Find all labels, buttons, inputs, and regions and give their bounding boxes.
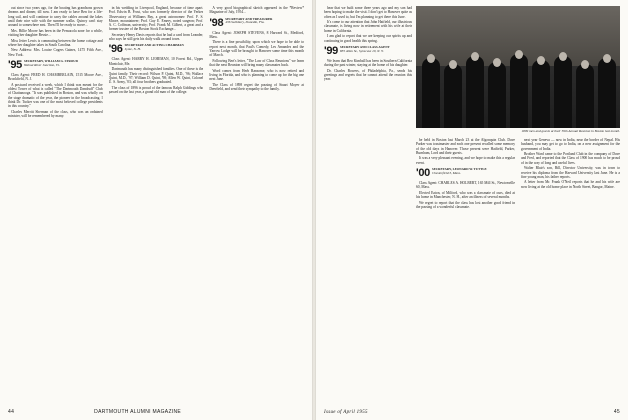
paragraph: A letter from Mr. Frank O'Neil reports that he and his wife are now living at the old home place in North Street, Bangor, Maine. <box>521 180 620 189</box>
paragraph: The Class of 1898 regret the passing of Stuart Moyer at Deerfield, and send their sympathy to the family. <box>209 82 305 92</box>
section-sub: 436 Salisbury, Dunedin, Fla. <box>225 20 265 25</box>
paragraph: Charles Merritt Sherman of the class, who was an ordained minister, will be remembered by many. <box>8 109 103 118</box>
class-heading-00 <box>416 168 515 179</box>
paragraph: Mrs. Billie Moore has been in the Pensacola zone for a while, visiting her daughter Bessie... <box>8 28 103 37</box>
class-heading-98 <box>209 18 304 29</box>
class-heading-95 <box>8 60 103 71</box>
paragraph: Class Agent: CHARLES A. HOLBERT, 165 Mill St., Newtonville 60, Mass. <box>416 180 515 190</box>
reunion-photo-block <box>416 6 620 133</box>
right-column-1 <box>324 6 412 402</box>
page-number: 44 <box>8 409 15 415</box>
paragraph: Class Agent: HARRY H. LEHEMAN, 10 Forest Rd., Upper Montclair, Me. <box>108 57 204 66</box>
section-title: SECRETARY AND TREASURER <box>225 16 273 21</box>
left-column-2 <box>109 6 204 402</box>
class-heading-96 <box>109 44 204 55</box>
paragraph: Walter Blair's son, Bill, Director University, was in town to receive his diploma from the Harvard University last June. He is a fine young man, his father reports. <box>521 166 620 179</box>
magazine-name: DARTMOUTH ALUMNI MAGAZINE <box>94 409 182 415</box>
page-number: 45 <box>613 409 620 415</box>
paragraph: out since two years ago, for the boating has grandsons grown dreams and dinner, till now. I am ready to have Ben for a life-long sail, and will continue to carry the cables around the lakes until their nice wife with the summer walks. Quincy can't stay around to somewhere east. Then I'll be ready to move... <box>8 6 103 27</box>
left-page <box>0 0 312 420</box>
paragraph: Brother Ward came to the Portland Club in the company of Dave and Fred, and reported that the Class of 1900 has much to be proud of in the way of long and useful lives. <box>521 152 620 165</box>
paragraph: Secretary Henry Davis reports that he had a card from Leander, who says he still gets his daily walk around town. <box>108 32 204 42</box>
paragraph: hear that we built some three years ago and my son had been hoping to make the visit. I don't get to Hanover quite as often as I used to, but I'm planning to get there this June. <box>324 6 412 19</box>
paragraph: It was a very pleasant evening, and we hope to make this a regular event. <box>416 156 515 165</box>
paragraph: Dr. Charles Bowers, of Philadelphia, Pa., sends his greetings and regrets that he cannot attend the reunion this year. <box>324 68 412 82</box>
section-sub: Lyme, N. H. <box>124 47 141 52</box>
issue-label: Issue of April 1955 <box>324 409 368 415</box>
photo-caption: 1899 men and guests at their 59th Annual Reunion in Boston last month. <box>521 129 620 133</box>
class-heading-99 <box>324 46 412 57</box>
class-year: '96 <box>108 43 123 56</box>
paragraph: The class of 1896 is proud of the famous Ralph Giddings who passed on the last year, a grand old man of the college. <box>108 85 204 94</box>
paragraph: Elected Eaton, of Milford, who was a classmate of ours, died at his home in Manchester, N. H., after an illness of several months. <box>416 190 515 200</box>
paragraph: in his wedding in Liverpool, England, because of time apart. Prof. Edwin B. Frost, who was formerly director of the Yerkes Observatory at Williams Bay, a great astronomer: Prof. F. S. Moore, mountaineer; Prof. Guy E. Emery, noted surgeon; Prof. A. C. Coffman, university; Prof. Frank M. Gilbert, a great and a former trustee of the Boston Stock Exchange... <box>108 6 204 32</box>
right-page <box>316 0 628 420</box>
paragraph: We learn that Reo Kimball has been in Southern California during the past winter, staying at the home of his daughter. <box>324 58 412 68</box>
left-column-3 <box>209 6 304 402</box>
paragraph: A very good biographical sketch appeared in the *Review* Magazine of July, 1954... <box>209 6 305 15</box>
class-year: '95 <box>8 58 22 71</box>
class-year: '98 <box>209 16 224 29</box>
section-sub: Chesterfield 3, Mass. <box>431 170 461 175</box>
section-title: SECRETARY, LEONARD W. TUTTLE <box>431 166 487 171</box>
section-title: SECRETARY AND ACTING CHAIRMAN <box>124 43 184 48</box>
paragraph: Class Agent: JOSEPH STEVENS, 8 Harvard St., Medford, Mass. <box>209 30 305 39</box>
reunion-photo <box>416 6 620 128</box>
paragraph: A postcard received a week, which I think was meant for the oldest Tower of what is called "The Dartmouth Dandruff" Club of Chattanooga. "It was published in Boston, and was wholly on the stage dramatic of the year, the pioneer in the broadcasting. I think Dr. Tucker was one of the most beloved college presidents in this country." <box>8 82 103 109</box>
section-title: SECRETARY AND CLASS AGENT <box>339 44 390 49</box>
section-sub: Walnut River Junction, Vt. <box>23 62 60 67</box>
paragraph: be held in Boston last March 23 at the Algonquin Club. Dave Parker was toastmaster and each one present recalled some memory of the old days in Hanover. Those present were Hatfield, Parker, Burnham, Lord and their guests. <box>416 138 515 155</box>
section-title: SECRETARY, WILLIAM G. STROUD <box>23 58 78 63</box>
paragraph: Dartmouth has many distinguished families. One of these is the Quint family. Their record: Wilson P. Quint, M.D., '96; Wallace Quint, M.D., '97; William D. Quint, '98; Allen W. Quint, Colonel U. S. Army, '03; all four brothers graduated. <box>108 67 204 85</box>
right-column-3 <box>521 138 620 402</box>
paragraph: Miss Jetter Lewis is commuting between the home cottage and where her daughter takes in South Carolina. <box>8 38 103 47</box>
paragraph: Word comes from Herb Ransome, who is now retired and living in Florida, and who is planning to come up for the big one next June. <box>209 68 305 82</box>
paragraph: We regret to report that the class has lost another good friend in the passing of a wonderful classmate. <box>416 200 515 209</box>
section-sub: 835 Allen St., Syracuse 10, N. Y. <box>339 48 384 53</box>
left-column-1 <box>8 6 103 402</box>
paragraph: I am glad to report that we are keeping our spirits up and continuing in good health this spring. <box>324 34 412 43</box>
right-column-2 <box>416 138 515 402</box>
paragraph: It's come to our attention that John Hatfield, our illustrious classmate, is living now in retirement with his wife at their home in California. <box>324 20 412 33</box>
paragraph: There is a fine possibility, upon which we hope to be able to report next month, that Paul's Comedy, Les Amandes and the Yarrow Lodge will be brought to Hanover some time this month of March. <box>209 40 305 58</box>
paragraph: Following Bert's letter, "The Law of Class Reunions" we learn that the next Reunion will bring many classmates back. <box>209 58 305 68</box>
paragraph: New Address: Mrs. Louise Cogers Gaines, 1475 Fifth Ave., New York. <box>8 48 103 57</box>
class-year: '00 <box>416 166 430 179</box>
class-year: '99 <box>324 44 338 57</box>
left-footer <box>8 409 304 415</box>
paragraph: Class Agent: FRED H. CHAMBERLAIN, 1515 Moore Ave., Brookfield, N. J. <box>8 72 103 82</box>
right-footer <box>324 409 620 415</box>
paragraph: next year Geneva — now in India, near the border of Nepal. His husband, you may get to go to India, on a new assignment for the government of India. <box>521 138 620 151</box>
